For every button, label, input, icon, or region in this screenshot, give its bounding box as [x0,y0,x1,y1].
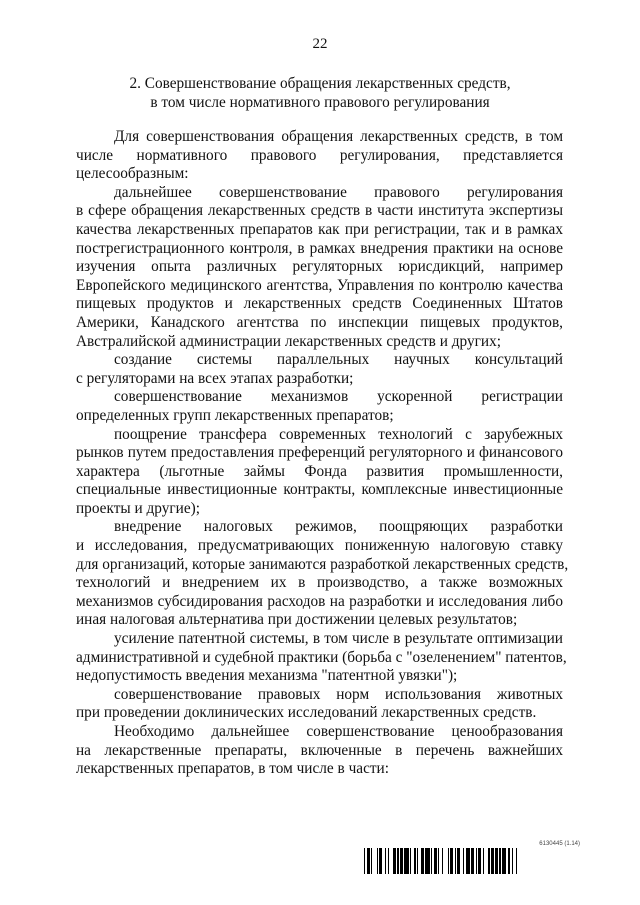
text-line: Америки, Канадского агентства по инспекции пищевых продуктов, [76,313,563,331]
paragraph [76,630,567,686]
text-line: с регуляторами на всех этапах разработки; [76,369,354,387]
section-heading [60,74,580,112]
paragraph [76,128,563,184]
paragraph [76,184,563,351]
text-line: недопустимость введения механизма "патентной увязки"); [76,667,458,685]
paragraph [76,351,563,388]
text-line: пострегистрационного контроля, в рамках внедрения практики на основе [76,239,563,257]
paragraph [76,686,563,723]
paragraph [76,426,563,519]
text-line: числе нормативного правового регулирования, представляется [76,146,563,164]
paragraph [76,518,569,630]
text-line: механизмов субсидирования расходов на разработки и исследования либо [76,592,563,610]
text-line: при проведении доклинических исследований лекарственных средств. [76,704,537,722]
text-line: специальные инвестиционные контракты, комплексные инвестиционные [76,481,563,499]
paragraph [76,388,563,425]
text-line: целесообразным: [76,165,189,183]
text-line: характера (льготные займы Фонда развития промышленности, [76,462,563,480]
text-line: административной и судебной практики (борьба с "озеленением" патентов, [76,648,567,666]
barcode-image [364,848,580,874]
text-line: Для совершенствования обращения лекарственных средств, в том [114,128,563,145]
paragraph [76,723,563,779]
text-line: иная налоговая альтернатива при достижении целевых результатов; [76,611,518,629]
text-line: Европейского медицинского агентства, Управления по контролю качества [76,276,563,294]
text-line: дальнейшее совершенствование правового регулирования [114,183,563,201]
text-line: внедрение налоговых режимов, поощряющих разработки [114,518,563,536]
text-line: для организаций, которые занимаются разработкой лекарственных средств, [76,555,569,573]
text-line: проекты и другие); [76,499,200,517]
text-line: рынков путем предоставления преференций регуляторного и финансового [76,444,563,462]
text-line: Австралийской администрации лекарственных средств и других; [76,332,501,350]
text-line: технологий и внедрением их в производство, а также возможных [76,574,563,592]
heading-line: в том числе нормативного правового регулирования [150,94,490,111]
text-line: совершенствование механизмов ускоренной регистрации [114,388,563,406]
text-line: совершенствование правовых норм использования животных [114,685,563,703]
text-line: изучения опыта различных регуляторных юрисдикций, например [76,258,563,276]
text-line: в сфере обращения лекарственных средств в части института экспертизы [76,202,563,220]
text-line: поощрение трансфера современных технологий с зарубежных [114,425,563,443]
text-line: лекарственных препаратов, в том числе в части: [76,760,389,778]
text-line: Необходимо дальнейшее совершенствование ценообразования [114,723,563,740]
text-line: и исследования, предусматривающих пониженную налоговую ставку [76,537,563,555]
text-line: создание системы параллельных научных консультаций [114,351,563,369]
text-line: усиление патентной системы, в том числе в результате оптимизации [114,630,563,648]
text-line: на лекарственные препараты, включенные в перечень важнейших [76,741,563,759]
text-line: определенных групп лекарственных препаратов; [76,406,394,424]
heading-line: 2. Совершенствование обращения лекарственных средств, [129,75,511,92]
body-text [76,128,569,779]
document-code: 6130445 (1.14) [539,841,580,847]
text-line: качества лекарственных препаратов как при регистрации, так и в рамках [76,220,563,238]
page-number: 22 [312,36,328,52]
text-line: пищевых продуктов и лекарственных средств Соединенных Штатов [76,295,563,313]
